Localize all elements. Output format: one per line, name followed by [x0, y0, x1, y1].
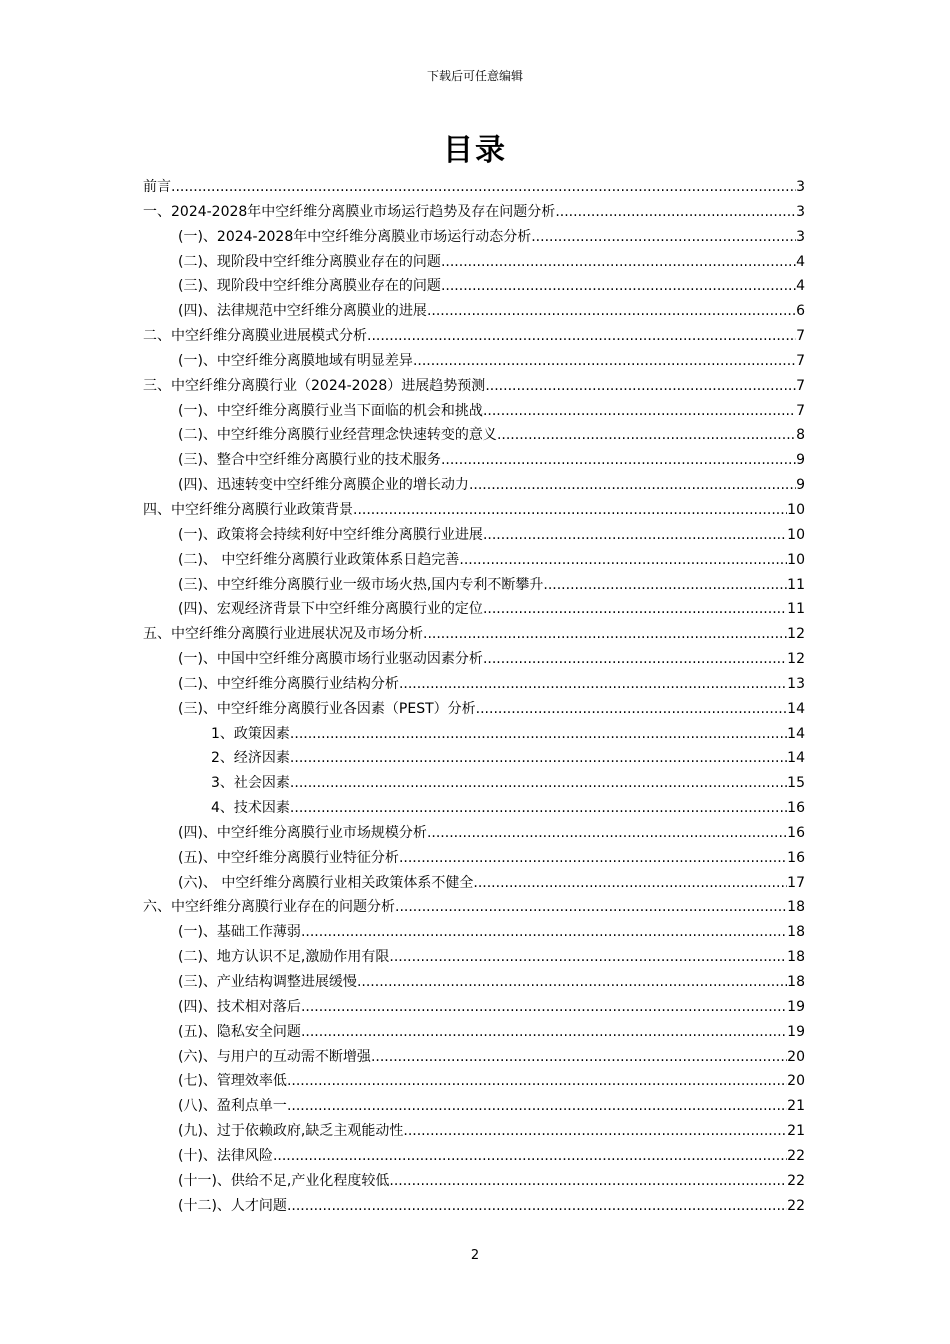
toc-entry-page: 3 [796, 228, 805, 245]
toc-entry-label: 2、经济因素 [211, 750, 290, 767]
toc-entry-page: 4 [796, 253, 805, 270]
toc-entry-page: 7 [796, 402, 805, 419]
toc-entry-page: 18 [787, 924, 805, 941]
toc-leader-dots [290, 771, 787, 796]
toc-leader-dots [441, 274, 796, 299]
toc-entry-page: 16 [787, 800, 805, 817]
toc-entry-label: 四、中空纤维分离膜行业政策背景 [143, 501, 353, 518]
toc-entry-label: (一)、政策将会持续利好中空纤维分离膜行业进展 [178, 526, 483, 543]
toc-entry[interactable] [143, 225, 805, 250]
toc-entry[interactable] [143, 597, 805, 622]
toc-entry[interactable] [143, 1020, 805, 1045]
page-header: 下载后可任意编辑 [426, 69, 523, 83]
toc-entry-label: (六)、与用户的互动需不断增强 [178, 1048, 371, 1065]
toc-entry-page: 22 [787, 1197, 805, 1214]
toc-entry-page: 16 [787, 824, 805, 841]
toc-entry-label: (二)、中空纤维分离膜行业结构分析 [178, 675, 399, 692]
toc-entry-label: (二)、 中空纤维分离膜行业政策体系日趋完善 [178, 551, 460, 568]
toc-leader-dots [543, 573, 787, 598]
toc-entry-label: 三、中空纤维分离膜行业（2024-2028）进展趋势预测 [143, 377, 486, 394]
toc-entry[interactable] [143, 995, 805, 1020]
toc-entry[interactable] [143, 821, 805, 846]
toc-entry[interactable] [143, 846, 805, 871]
toc-leader-dots [287, 1094, 787, 1119]
toc-entry-page: 20 [787, 1073, 805, 1090]
toc-entry[interactable] [143, 573, 805, 598]
toc-entry[interactable] [143, 1144, 805, 1169]
toc-leader-dots [427, 299, 796, 324]
toc-entry-page: 11 [787, 601, 805, 618]
toc-leader-dots [485, 374, 796, 399]
toc-entry-label: (二)、地方认识不足,激励作用有限 [178, 949, 390, 966]
toc-entry[interactable] [143, 498, 805, 523]
toc-leader-dots [389, 945, 787, 970]
toc-entry-page: 19 [787, 1023, 805, 1040]
toc-entry-label: (四)、技术相对落后 [178, 998, 301, 1015]
toc-entry-label: (八)、盈利点单一 [178, 1098, 287, 1115]
toc-entry[interactable] [143, 200, 805, 225]
toc-entry-label: (三)、现阶段中空纤维分离膜业存在的问题 [178, 278, 441, 295]
toc-leader-dots [483, 597, 787, 622]
toc-entry-label: (三)、产业结构调整进展缓慢 [178, 974, 357, 990]
toc-entry[interactable] [143, 647, 805, 672]
page-number: 2 [470, 1248, 480, 1263]
toc-leader-dots [403, 1119, 787, 1144]
toc-entry-label: 1、政策因素 [211, 725, 290, 742]
toc-leader-dots [441, 448, 796, 473]
toc-leader-dots [483, 399, 796, 424]
toc-leader-dots [399, 846, 787, 871]
toc-entry-page: 8 [796, 427, 805, 444]
toc-entry[interactable] [143, 697, 805, 722]
toc-leader-dots [287, 1069, 787, 1094]
toc-leader-dots [555, 200, 796, 225]
toc-leader-dots [171, 175, 796, 200]
toc-leader-dots [301, 920, 787, 945]
toc-entry-label: (十一)、供给不足,产业化程度较低 [178, 1172, 390, 1189]
toc-entry-label: (六)、 中空纤维分离膜行业相关政策体系不健全 [178, 874, 474, 891]
toc-entry[interactable] [143, 970, 805, 995]
toc-leader-dots [290, 796, 787, 821]
toc-entry-page: 9 [796, 477, 805, 494]
toc-entry-page: 13 [787, 675, 805, 692]
toc-entry-page: 14 [787, 750, 805, 767]
toc-entry-label: (二)、中空纤维分离膜行业经营理念快速转变的意义 [178, 427, 497, 444]
toc-leader-dots [290, 746, 787, 771]
toc-entry[interactable] [143, 1194, 805, 1219]
toc-entry-label: (九)、过于依赖政府,缺乏主观能动性 [178, 1123, 404, 1140]
toc-entry-page: 3 [796, 203, 805, 220]
toc-entry-page: 7 [796, 352, 805, 369]
toc-entry-label: (七)、管理效率低 [178, 1073, 287, 1090]
toc-entry-label: (四)、中空纤维分离膜行业市场规模分析 [178, 824, 427, 841]
toc-entry[interactable] [143, 274, 805, 299]
toc-entry[interactable] [143, 250, 805, 275]
toc-leader-dots [483, 647, 787, 672]
toc-entry[interactable] [143, 523, 805, 548]
toc-entry-page: 11 [787, 576, 805, 593]
toc-entry[interactable] [143, 349, 805, 374]
toc-entry-page: 10 [787, 526, 805, 543]
toc-leader-dots [497, 423, 796, 448]
toc-leader-dots [301, 1020, 787, 1045]
toc-entry[interactable] [143, 1169, 805, 1194]
page-title: 目录 [443, 133, 507, 168]
toc-entry-page: 10 [787, 501, 805, 518]
toc-entry-label: 五、中空纤维分离膜行业进展状况及市场分析 [143, 626, 423, 643]
toc-leader-dots [357, 970, 787, 995]
toc-leader-dots [459, 548, 787, 573]
toc-leader-dots [423, 622, 787, 647]
toc-entry-page: 18 [787, 974, 805, 990]
toc-entry-label: 4、技术因素 [211, 800, 290, 817]
toc-entry-label: (一)、中空纤维分离膜地域有明显差异 [178, 352, 413, 369]
toc-entry-label: 一、2024-2028年中空纤维分离膜业市场运行趋势及存在问题分析 [143, 203, 556, 220]
toc-leader-dots [353, 498, 787, 523]
toc-entry-page: 14 [787, 700, 805, 717]
toc-entry[interactable] [143, 722, 805, 747]
toc-entry-page: 10 [787, 551, 805, 568]
toc-entry[interactable] [143, 448, 805, 473]
toc-entry-page: 17 [787, 874, 805, 891]
toc-entry[interactable] [143, 1119, 805, 1144]
toc-entry-page: 6 [796, 303, 805, 320]
toc-entry-label: (三)、整合中空纤维分离膜行业的技术服务 [178, 452, 441, 469]
toc-entry-page: 18 [787, 899, 805, 916]
toc-entry-label: (三)、中空纤维分离膜行业一级市场火热,国内专利不断攀升 [178, 576, 544, 593]
toc-entry-label: (一)、基础工作薄弱 [178, 924, 301, 941]
toc-entry[interactable] [143, 473, 805, 498]
toc-leader-dots [301, 995, 787, 1020]
toc-entry-label: (三)、中空纤维分离膜行业各因素（PEST）分析 [178, 700, 476, 717]
toc-entry-page: 4 [796, 278, 805, 295]
toc-entry[interactable] [143, 175, 805, 200]
toc-entry[interactable] [143, 423, 805, 448]
toc-entry-page: 9 [796, 452, 805, 469]
toc-entry-page: 22 [787, 1147, 805, 1164]
toc-entry[interactable] [143, 1069, 805, 1094]
toc-entry-page: 14 [787, 725, 805, 742]
toc-entry-label: (五)、隐私安全问题 [178, 1023, 301, 1040]
toc-entry[interactable] [143, 374, 805, 399]
toc-leader-dots [441, 250, 796, 275]
toc-leader-dots [476, 697, 788, 722]
toc-entry-page: 3 [796, 179, 805, 195]
toc-entry[interactable] [143, 871, 805, 896]
toc-leader-dots [531, 225, 796, 250]
toc-entry-label: (五)、中空纤维分离膜行业特征分析 [178, 849, 399, 866]
toc-leader-dots [427, 821, 787, 846]
toc-entry-label: 3、社会因素 [211, 775, 290, 792]
toc-entry-label: (一)、中空纤维分离膜行业当下面临的机会和挑战 [178, 402, 483, 419]
toc-entry[interactable] [143, 622, 805, 647]
toc-entry-label: (十)、法律风险 [178, 1147, 273, 1164]
toc-entry-label: 二、中空纤维分离膜业进展模式分析 [143, 328, 367, 345]
toc-leader-dots [483, 523, 787, 548]
toc-entry-page: 21 [787, 1123, 805, 1140]
toc-entry-label: (四)、迅速转变中空纤维分离膜企业的增长动力 [178, 477, 469, 494]
toc-entry[interactable] [143, 945, 805, 970]
toc-entry-page: 12 [787, 626, 805, 643]
toc-leader-dots [273, 1144, 787, 1169]
toc-leader-dots [290, 722, 787, 747]
toc-entry-label: (四)、宏观经济背景下中空纤维分离膜行业的定位 [178, 601, 483, 618]
toc-entry[interactable] [143, 920, 805, 945]
toc-entry-page: 21 [787, 1098, 805, 1115]
toc-entry-page: 22 [787, 1172, 805, 1189]
toc-entry-label: (四)、法律规范中空纤维分离膜业的进展 [178, 303, 427, 320]
toc-entry[interactable] [143, 399, 805, 424]
toc-entry[interactable] [143, 548, 805, 573]
toc-entry[interactable] [143, 324, 805, 349]
toc-entry[interactable] [143, 895, 805, 920]
toc-leader-dots [287, 1194, 787, 1219]
toc-leader-dots [371, 1045, 787, 1070]
toc-entry-label: (十二)、人才问题 [178, 1197, 287, 1214]
toc-entry-page: 7 [796, 377, 805, 394]
toc-entry-page: 7 [796, 328, 805, 345]
table-of-contents [143, 175, 805, 1218]
toc-entry-label: 前言 [143, 179, 171, 195]
toc-entry-label: 六、中空纤维分离膜行业存在的问题分析 [143, 899, 395, 916]
toc-leader-dots [389, 1169, 787, 1194]
toc-entry-page: 19 [787, 998, 805, 1015]
toc-entry-page: 20 [787, 1048, 805, 1065]
toc-leader-dots [395, 895, 787, 920]
toc-entry-page: 12 [787, 651, 805, 668]
toc-entry-label: (一)、中国中空纤维分离膜市场行业驱动因素分析 [178, 651, 483, 668]
toc-leader-dots [413, 349, 796, 374]
toc-entry-page: 15 [787, 775, 805, 792]
toc-leader-dots [469, 473, 796, 498]
toc-entry-label: (二)、现阶段中空纤维分离膜业存在的问题 [178, 253, 441, 270]
toc-entry[interactable] [143, 746, 805, 771]
toc-entry[interactable] [143, 796, 805, 821]
toc-leader-dots [367, 324, 796, 349]
toc-entry[interactable] [143, 672, 805, 697]
toc-entry-page: 16 [787, 849, 805, 866]
toc-entry[interactable] [143, 771, 805, 796]
toc-entry[interactable] [143, 1045, 805, 1070]
toc-leader-dots [399, 672, 787, 697]
toc-entry-label: (一)、2024-2028年中空纤维分离膜业市场运行动态分析 [178, 228, 532, 245]
toc-entry[interactable] [143, 1094, 805, 1119]
toc-entry-page: 18 [787, 949, 805, 966]
toc-leader-dots [473, 871, 787, 896]
toc-entry[interactable] [143, 299, 805, 324]
